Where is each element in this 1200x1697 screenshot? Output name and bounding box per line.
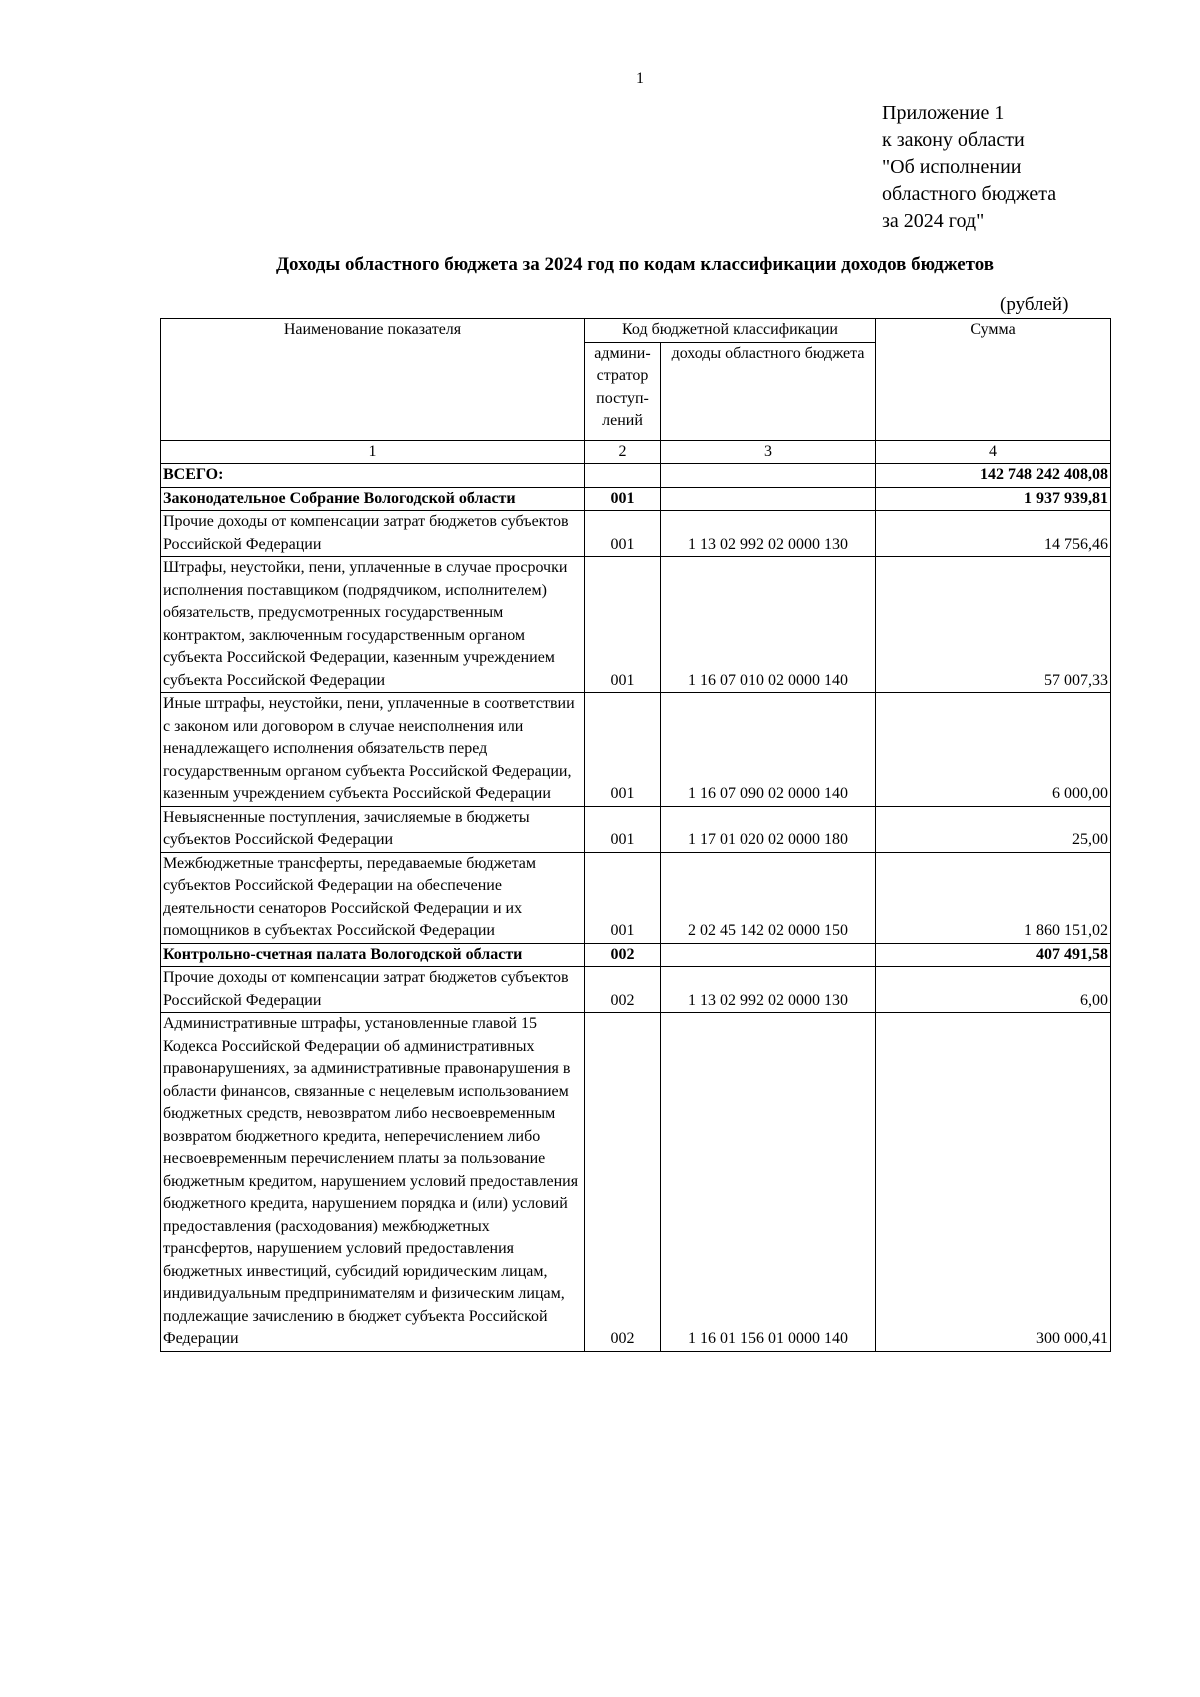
header-code-group: Код бюджетной классификации	[585, 319, 876, 343]
table-row	[161, 487, 1111, 511]
table-row	[161, 557, 1111, 693]
table-row	[161, 943, 1111, 967]
column-number: 2	[585, 440, 661, 464]
header-name: Наименование показателя	[161, 319, 585, 441]
appendix-line: Приложение 1	[882, 102, 1005, 124]
cell-sum: 57 007,33	[876, 557, 1111, 693]
cell-name: Иные штрафы, неустойки, пени, уплаченные в соответствии с законом или договором в случае неисполнения или ненадлежащего исполнения обязательств перед государственным органом субъекта Российской Федерации, казенным учреждением субъекта Российской Федерации	[161, 693, 585, 807]
table-row	[161, 464, 1111, 488]
cell-name: Законодательное Собрание Вологодской области	[161, 487, 585, 511]
cell-name: Прочие доходы от компенсации затрат бюджетов субъектов Российской Федерации	[161, 511, 585, 557]
column-number: 4	[876, 440, 1111, 464]
cell-code	[661, 487, 876, 511]
cell-code: 1 16 01 156 01 0000 140	[661, 1013, 876, 1352]
cell-code: 1 17 01 020 02 0000 180	[661, 806, 876, 852]
cell-code: 2 02 45 142 02 0000 150	[661, 852, 876, 943]
cell-admin: 002	[585, 943, 661, 967]
cell-admin: 001	[585, 806, 661, 852]
cell-sum: 6,00	[876, 967, 1111, 1013]
header-income-code: доходы областного бюджета	[661, 342, 876, 440]
appendix-line: за 2024 год"	[882, 210, 985, 232]
cell-sum: 25,00	[876, 806, 1111, 852]
table-row	[161, 693, 1111, 807]
cell-sum: 300 000,41	[876, 1013, 1111, 1352]
appendix-line: "Об исполнении	[882, 156, 1022, 178]
table-row	[161, 852, 1111, 943]
cell-code: 1 16 07 090 02 0000 140	[661, 693, 876, 807]
appendix-line: к закону области	[882, 129, 1025, 151]
table-row	[161, 806, 1111, 852]
document-title: Доходы областного бюджета за 2024 год по кодам классификации доходов бюджетов	[275, 254, 995, 275]
cell-name: Административные штрафы, установленные главой 15 Кодекса Российской Федерации об административных правонарушениях, за административные правонарушения в области финансов, связанные с нецелевым использованием бюджетных средств, невозвратом либо несвоевременным возвратом бюджетного кредита, неперечислением либо несвоевременным перечислением платы за пользование бюджетным кредитом, нарушением условий предоставления бюджетного кредита, нарушением порядка и (или) условий предоставления (расходования) межбюджетных трансфертов, нарушением условий предоставления бюджетных инвестиций, субсидий юридическим лицам, индивидуальным предпринимателям и физическим лицам, подлежащие зачислению в бюджет субъекта Российской Федерации	[161, 1013, 585, 1352]
cell-admin	[585, 464, 661, 488]
cell-name: Прочие доходы от компенсации затрат бюджетов субъектов Российской Федерации	[161, 967, 585, 1013]
table-row	[161, 967, 1111, 1013]
cell-sum: 14 756,46	[876, 511, 1111, 557]
cell-code	[661, 464, 876, 488]
cell-name: Штрафы, неустойки, пени, уплаченные в случае просрочки исполнения поставщиком (подрядчиком, исполнителем) обязательств, предусмотренных государственным контрактом, заключенным государственным органом субъекта Российской Федерации, казенным учреждением субъекта Российской Федерации	[161, 557, 585, 693]
cell-name: Межбюджетные трансферты, передаваемые бюджетам субъектов Российской Федерации на обеспечение деятельности сенаторов Российской Федерации и их помощников в субъектах Российской Федерации	[161, 852, 585, 943]
cell-sum: 407 491,58	[876, 943, 1111, 967]
page-number: 1	[636, 70, 644, 87]
cell-code	[661, 943, 876, 967]
cell-admin: 002	[585, 1013, 661, 1352]
cell-sum: 1 860 151,02	[876, 852, 1111, 943]
cell-admin: 001	[585, 487, 661, 511]
cell-name: ВСЕГО:	[161, 464, 585, 488]
cell-sum: 1 937 939,81	[876, 487, 1111, 511]
cell-code: 1 13 02 992 02 0000 130	[661, 967, 876, 1013]
cell-code: 1 13 02 992 02 0000 130	[661, 511, 876, 557]
cell-name: Контрольно-счетная палата Вологодской области	[161, 943, 585, 967]
appendix-note	[882, 100, 1056, 235]
cell-admin: 001	[585, 511, 661, 557]
cell-admin: 002	[585, 967, 661, 1013]
column-numbers-row	[161, 440, 1111, 464]
cell-sum: 6 000,00	[876, 693, 1111, 807]
cell-admin: 001	[585, 557, 661, 693]
header-admin: админи-стратор поступ-лений	[585, 342, 661, 440]
table-row	[161, 511, 1111, 557]
appendix-line: областного бюджета	[882, 183, 1057, 205]
income-table	[160, 318, 1111, 1352]
cell-admin: 001	[585, 852, 661, 943]
cell-name: Невыясненные поступления, зачисляемые в бюджеты субъектов Российской Федерации	[161, 806, 585, 852]
column-number: 1	[161, 440, 585, 464]
cell-code: 1 16 07 010 02 0000 140	[661, 557, 876, 693]
header-sum: Сумма	[876, 319, 1111, 441]
cell-admin: 001	[585, 693, 661, 807]
table-row	[161, 1013, 1111, 1352]
units-label: (рублей)	[1000, 294, 1069, 315]
cell-sum: 142 748 242 408,08	[876, 464, 1111, 488]
column-number: 3	[661, 440, 876, 464]
